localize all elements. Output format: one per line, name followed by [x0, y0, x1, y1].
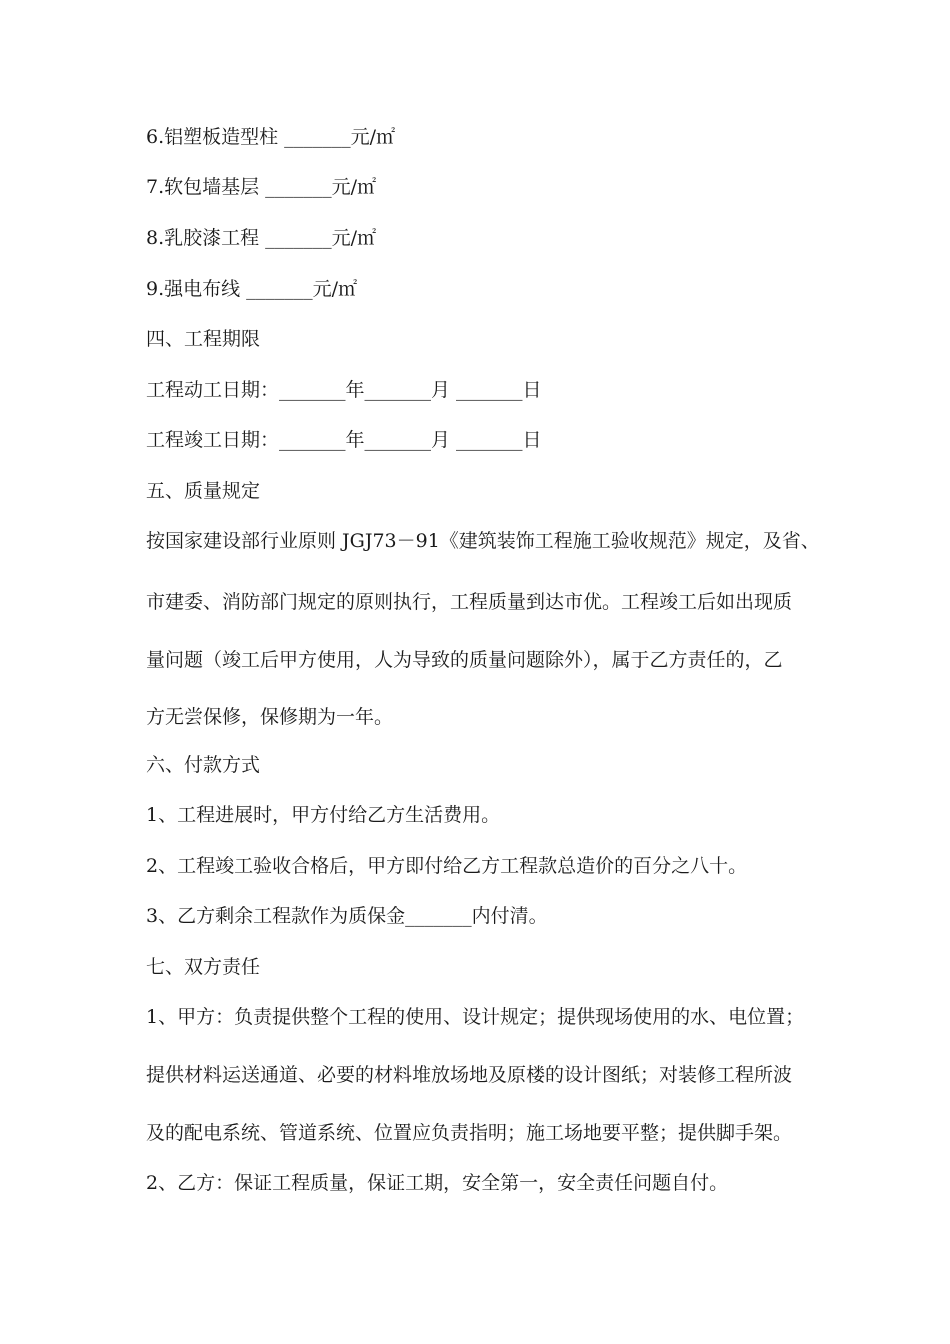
section-heading-payment: 六、付款方式: [146, 754, 261, 776]
price-item-8: 8.乳胶漆工程 _______元/㎡: [146, 227, 377, 249]
section-heading-quality: 五、质量规定: [146, 480, 261, 502]
payment-item-3: 3、乙方剩余工程款作为质保金_______内付清。: [146, 905, 548, 927]
start-date-line: 工程动工日期：_______年_______月 _______日: [146, 379, 542, 401]
payment-item-2: 2、工程竣工验收合格后，甲方即付给乙方工程款总造价的百分之八十。: [146, 855, 748, 877]
price-item-7: 7.软包墙基层 _______元/㎡: [146, 176, 377, 198]
paragraph-line: 按国家建设部行业原则 JGJ73－91《建筑装饰工程施工验收规范》规定，及省、: [146, 530, 820, 552]
section-heading-responsibilities: 七、双方责任: [146, 956, 261, 978]
paragraph-line: 方无尝保修，保修期为一年。: [146, 706, 394, 728]
paragraph-line: 1、甲方：负责提供整个工程的使用、设计规定；提供现场使用的水、电位置；: [146, 1006, 805, 1028]
payment-item-1: 1、工程进展时，甲方付给乙方生活费用。: [146, 804, 501, 826]
price-item-9: 9.强电布线 _______元/㎡: [146, 278, 358, 300]
paragraph-line: 及的配电系统、管道系统、位置应负责指明；施工场地要平整；提供脚手架。: [146, 1122, 793, 1144]
completion-date-line: 工程竣工日期：_______年_______月 _______日: [146, 429, 542, 451]
paragraph-line: 市建委、消防部门规定的原则执行，工程质量到达市优。工程竣工后如出现质: [146, 591, 793, 613]
paragraph-line: 提供材料运送通道、必要的材料堆放场地及原楼的设计图纸；对装修工程所波: [146, 1064, 793, 1086]
price-item-6: 6.铝塑板造型柱 _______元/㎡: [146, 126, 396, 148]
section-heading-schedule: 四、工程期限: [146, 328, 261, 350]
paragraph-line: 量问题（竣工后甲方使用，人为导致的质量问题除外），属于乙方责任的，乙: [146, 649, 783, 671]
contractor-responsibility: 2、乙方：保证工程质量，保证工期，安全第一，安全责任问题自付。: [146, 1172, 729, 1194]
